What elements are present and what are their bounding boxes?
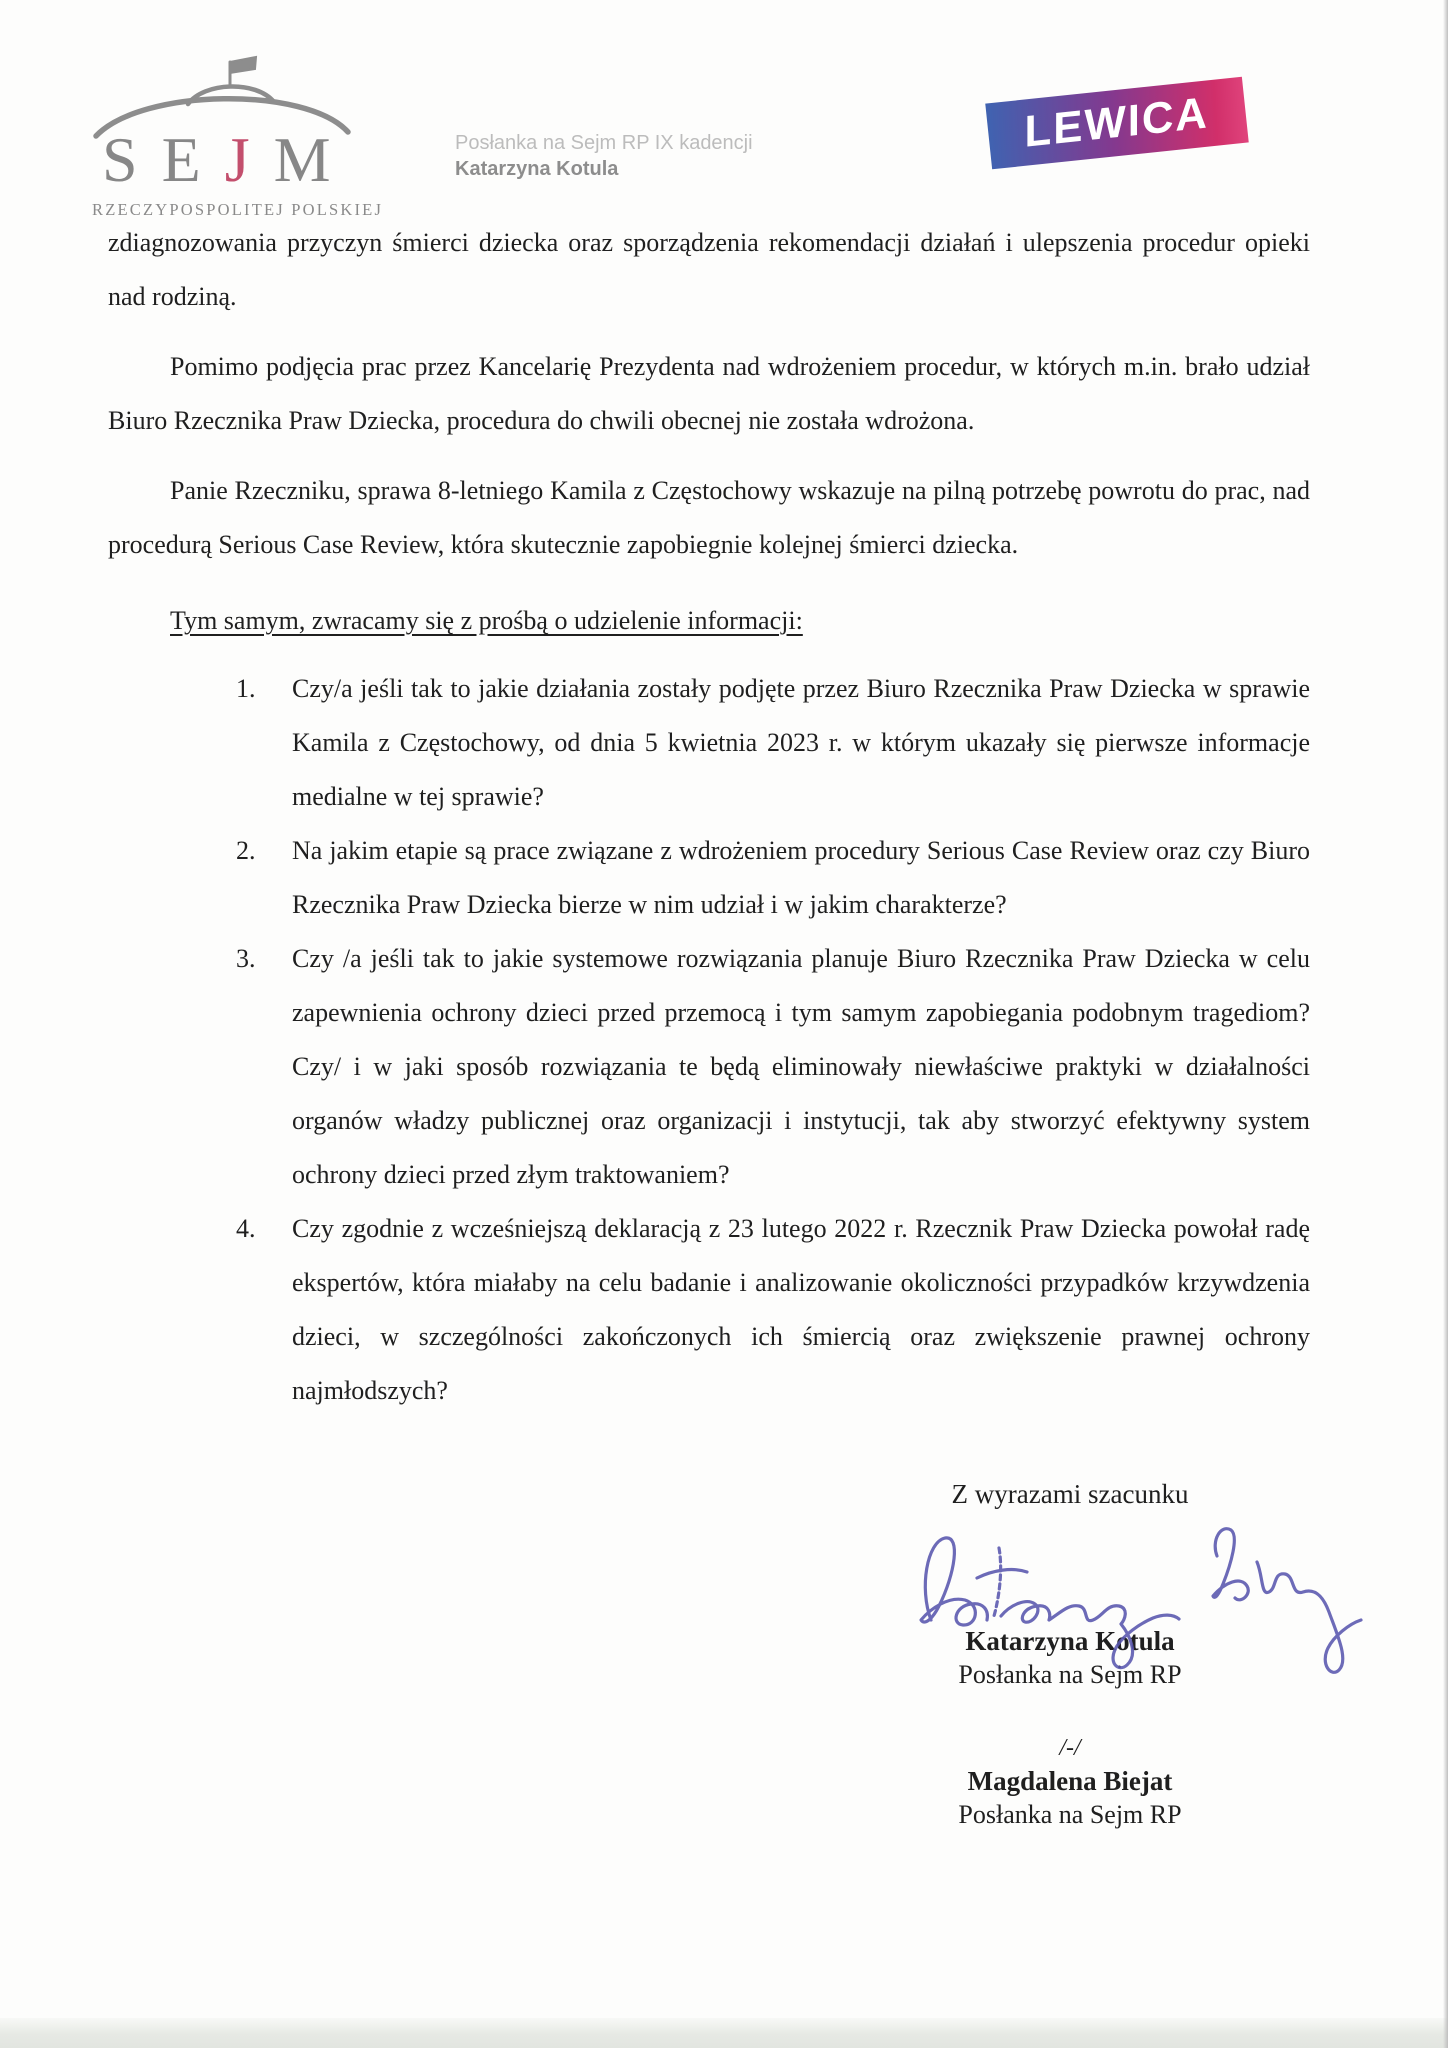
signed-mark: /-/ [1059, 1735, 1081, 1761]
sender-block [455, 130, 753, 182]
question-number: 3. [236, 944, 256, 973]
question-text: Czy /a jeśli tak to jakie systemowe rozwiązania planuje Biuro Rzecznika Praw Dziecka w celu zapewnienia ochrony dzieci przed przemocą i tym samym zapobiegania podobnym tragediom? Czy/ i w jaki sposób rozwiązania te będą eliminowały niewłaściwe praktyki w działalności organów władzy publicznej oraz organizacji i instytucji, tak aby stworzyć efektywny system ochrony dzieci przed złym traktowaniem? [292, 944, 1310, 1189]
question-item [236, 932, 1310, 1202]
sejm-letter-s: S [102, 124, 162, 195]
sender-role: Posłanka na Sejm RP IX kadencji [455, 132, 753, 154]
signer-name: Magdalena Biejat [967, 1766, 1173, 1796]
scan-right-edge-shadow [1443, 0, 1448, 2048]
question-text: Czy zgodnie z wcześniejszą deklaracją z 23 lutego 2022 r. Rzecznik Praw Dziecka powołał radę ekspertów, która miałaby na celu badanie i analizowanie okoliczności przypadków krzywdzenia dzieci, w szczególności zakończonych ich śmiercią oraz zwiększenie prawnej ochrony najmłodszych? [292, 1214, 1310, 1405]
signer-title: Posłanka na Sejm RP [958, 1800, 1182, 1829]
request-heading: Tym samym, zwracamy się z prośbą o udzielenie informacji: [170, 606, 803, 635]
sejm-letter-e: E [161, 124, 225, 195]
sejm-letter-j: J [224, 124, 274, 195]
lewica-wordmark: LEWICA [1024, 88, 1210, 157]
sender-name: Katarzyna Kotula [455, 158, 619, 180]
question-number: 2. [236, 836, 256, 865]
question-item [236, 824, 1310, 932]
lewica-logo [985, 77, 1248, 170]
paragraph: Pomimo podjęcia prac przez Kancelarię Prezydenta nad wdrożeniem procedur, w których m.in. brało udział Biuro Rzecznika Praw Dziecka, procedura do chwili obecnej nie została wdrożona. [108, 352, 1310, 435]
question-number: 4. [236, 1214, 256, 1243]
paragraph: zdiagnozowania przyczyn śmierci dziecka oraz sporządzenia rekomendacji działań i ulepszenia procedur opieki nad rodziną. [108, 228, 1310, 311]
question-item [236, 662, 1310, 824]
question-list [236, 662, 1310, 1418]
question-text: Na jakim etapie są prace związane z wdrożeniem procedury Serious Case Review oraz czy Biuro Rzecznika Praw Dziecka bierze w nim udział i w jakim charakterze? [292, 836, 1310, 919]
second-signer [835, 1732, 1305, 1832]
question-item [236, 1202, 1310, 1418]
closing-block [835, 1476, 1305, 1832]
letter-body [108, 216, 1310, 1418]
question-number: 1. [236, 674, 256, 703]
signer-title: Posłanka na Sejm RP [958, 1660, 1182, 1689]
sejm-letter-m: M [273, 124, 355, 195]
signature-area [835, 1520, 1305, 1624]
salutation: Z wyrazami szacunku [951, 1479, 1189, 1509]
sejm-caption: RZECZYPOSPOLITEJ POLSKIEJ [92, 200, 384, 219]
scan-footer-band [0, 2018, 1448, 2048]
sejm-logo [90, 50, 384, 225]
signer-name: Katarzyna Kotula [965, 1626, 1175, 1656]
sejm-wordmark [102, 124, 355, 195]
question-text: Czy/a jeśli tak to jakie działania zostały podjęte przez Biuro Rzecznika Praw Dziecka w sprawie Kamila z Częstochowy, od dnia 5 kwietnia 2023 r. w którym ukazały się pierwsze informacje medialne w tej sprawie? [292, 674, 1310, 811]
paragraph: Panie Rzeczniku, sprawa 8-letniego Kamila z Częstochowy wskazuje na pilną potrzebę powrotu do prac, nad procedurą Serious Case Review, która skutecznie zapobiegnie kolejnej śmierci dziecka. [108, 476, 1310, 559]
